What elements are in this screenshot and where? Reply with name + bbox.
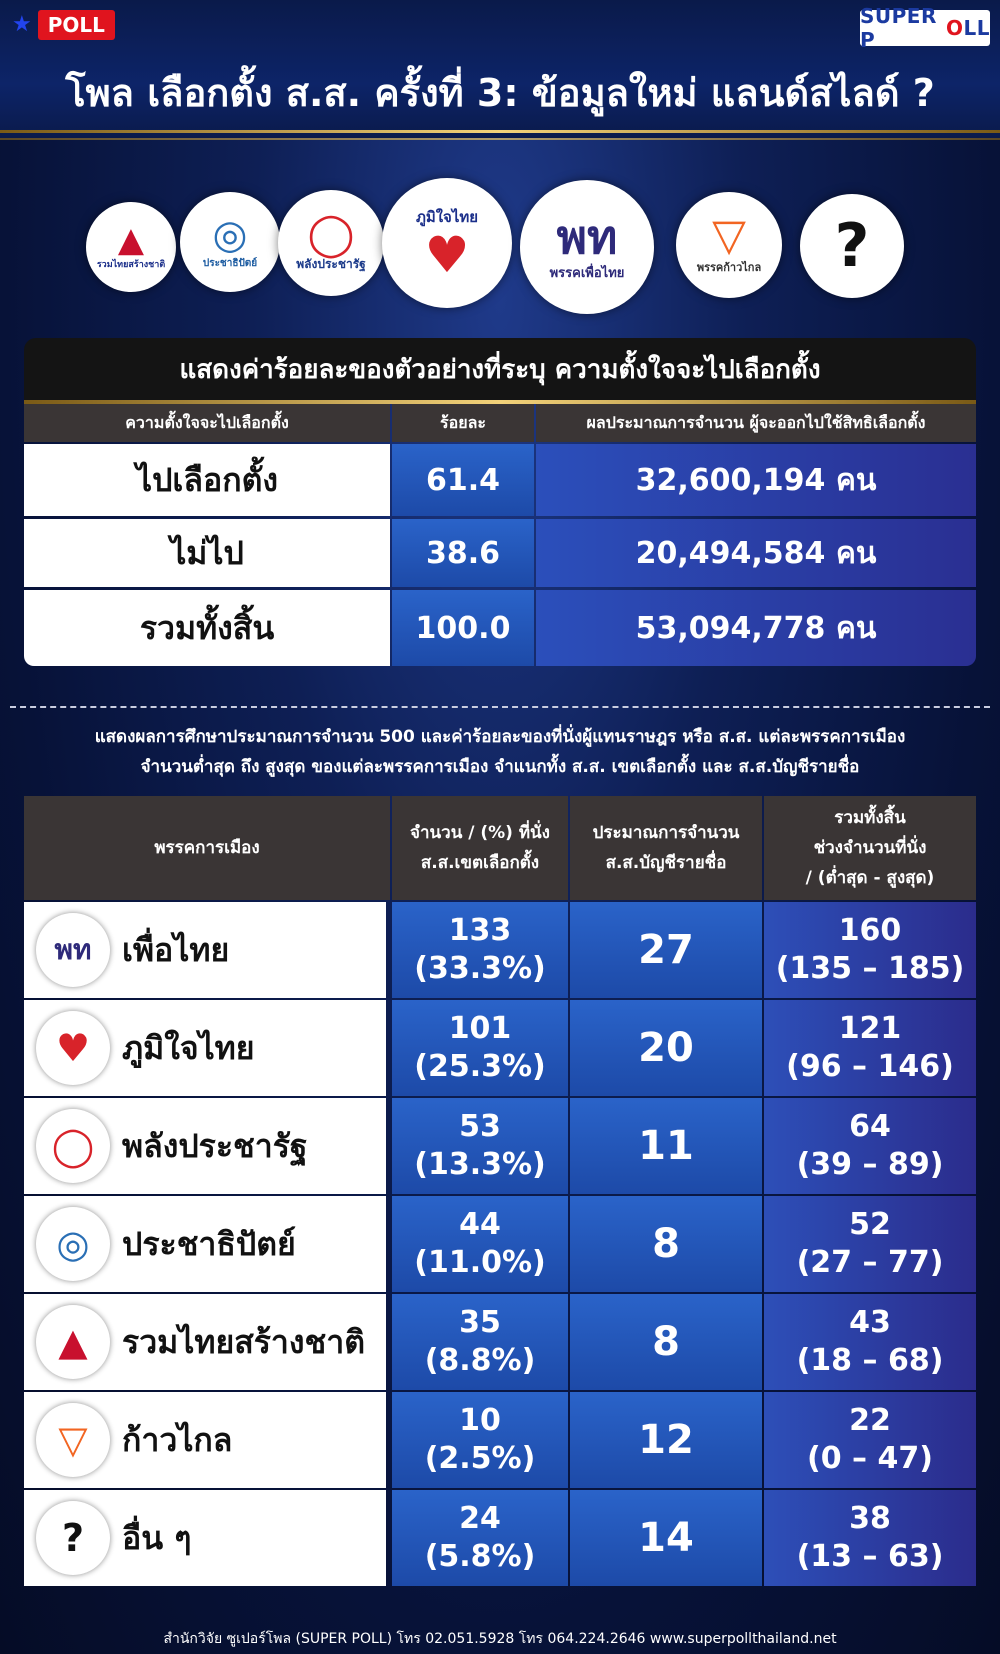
district-percent: (33.3%) bbox=[414, 951, 546, 986]
seat-range: (96 – 146) bbox=[786, 1049, 954, 1084]
seat-range: (27 – 77) bbox=[796, 1245, 944, 1280]
democrat-party-logo: ◎ ประชาธิปัตย์ bbox=[180, 192, 280, 292]
district-seats-cell bbox=[392, 1490, 568, 1586]
district-seats-cell bbox=[392, 1196, 568, 1292]
seat-description: แสดงผลการศึกษาประมาณการจำนวน 500 และค่าร้อยละของที่นั่งผู้แทนราษฎร หรือ ส.ส. แต่ละพรรคการเมือง จำนวนต่ำสุด ถึง สูงสุด ของแต่ละพรรคการเมือง จำแนกทั้ง ส.ส. เขตเลือกตั้ง และ ส.ส.บัญชีรายชื่อ bbox=[94, 727, 906, 777]
party-name: ภูมิใจไทย bbox=[122, 1028, 255, 1067]
district-percent: (11.0%) bbox=[414, 1245, 546, 1280]
district-percent: (13.3%) bbox=[414, 1147, 546, 1182]
turnout-row-count: 53,094,778 คน bbox=[536, 590, 976, 666]
district-seats-cell bbox=[392, 1098, 568, 1194]
turnout-row-percent: 38.6 bbox=[392, 519, 534, 587]
district-seats: 24 bbox=[459, 1501, 501, 1536]
question-mark-icon: ? bbox=[800, 194, 904, 298]
dashed-divider bbox=[10, 706, 990, 708]
district-percent: (25.3%) bbox=[414, 1049, 546, 1084]
party-list-seats: 8 bbox=[570, 1196, 762, 1292]
turnout-row-label: รวมทั้งสิ้น bbox=[24, 590, 390, 666]
footer-contact: สำนักวิจัย ซูเปอร์โพล (SUPER POLL) โทร 02.051.5928 โทร 064.224.2646 www.superpollthailand.net bbox=[163, 1631, 837, 1647]
page-title: โพล เลือกตั้ง ส.ส. ครั้งที่ 3: ข้อมูลใหม่ แลนด์สไลด์ ? bbox=[65, 71, 935, 115]
party-list-seats: 11 bbox=[570, 1098, 762, 1194]
turnout-header-estimate: ผลประมาณการจำนวน ผู้จะออกไปใช้สิทธิเลือกตั้ง bbox=[536, 404, 976, 442]
turnout-header-intent: ความตั้งใจจะไปเลือกตั้ง bbox=[24, 404, 390, 442]
district-seats-cell bbox=[392, 1392, 568, 1488]
total-seats: 64 bbox=[849, 1109, 891, 1144]
total-seats-cell bbox=[764, 1392, 976, 1488]
party-logo-mark: ▲ bbox=[58, 1320, 88, 1364]
party-cell bbox=[24, 1196, 386, 1292]
pheu-thai-logo: พท พรรคเพื่อไทย bbox=[520, 180, 654, 314]
party-logo-mark: พท bbox=[54, 933, 92, 966]
district-seats-cell bbox=[392, 902, 568, 998]
party-logo-mark: ♥ bbox=[55, 1026, 91, 1070]
party-cell bbox=[24, 1000, 386, 1096]
party-logo-mark: ▽ bbox=[58, 1418, 88, 1462]
seat-range: (18 – 68) bbox=[796, 1343, 944, 1378]
party-logo bbox=[36, 1207, 110, 1281]
party-logo-mark: ? bbox=[61, 1516, 85, 1560]
total-seats: 22 bbox=[849, 1403, 891, 1438]
district-seats: 53 bbox=[459, 1109, 501, 1144]
total-seats: 43 bbox=[849, 1305, 891, 1340]
party-list-seats: 27 bbox=[570, 902, 762, 998]
party-name: รวมไทยสร้างชาติ bbox=[122, 1322, 365, 1361]
total-seats-cell bbox=[764, 1098, 976, 1194]
party-list-seats: 14 bbox=[570, 1490, 762, 1586]
party-name: ก้าวไกล bbox=[122, 1420, 233, 1459]
turnout-table-title: แสดงค่าร้อยละของตัวอย่างที่ระบุ ความตั้งใจจะไปเลือกตั้ง bbox=[24, 338, 976, 400]
turnout-row-label: ไม่ไป bbox=[24, 519, 390, 587]
total-seats-cell bbox=[764, 902, 976, 998]
district-percent: (5.8%) bbox=[424, 1539, 536, 1574]
party-logo bbox=[36, 913, 110, 987]
seats-header-total: รวมทั้งสิ้น ช่วงจำนวนที่นั่ง / (ต่ำสุด - สูงสุด) bbox=[764, 796, 976, 900]
poll-badge: POLL bbox=[38, 10, 115, 40]
turnout-row-count: 32,600,194 คน bbox=[536, 444, 976, 516]
district-seats: 35 bbox=[459, 1305, 501, 1340]
party-cell bbox=[24, 1294, 386, 1390]
district-seats-cell bbox=[392, 1294, 568, 1390]
seat-range: (13 – 63) bbox=[796, 1539, 944, 1574]
turnout-row-percent: 61.4 bbox=[392, 444, 534, 516]
total-seats: 38 bbox=[849, 1501, 891, 1536]
palang-pracharat-logo: ◯ พลังประชารัฐ bbox=[278, 190, 384, 296]
party-name: อื่น ๆ bbox=[122, 1518, 192, 1557]
party-logo bbox=[36, 1011, 110, 1085]
party-list-seats: 20 bbox=[570, 1000, 762, 1096]
party-logo-mark: ◯ bbox=[51, 1124, 95, 1168]
turnout-row-percent: 100.0 bbox=[392, 590, 534, 666]
seat-range: (39 – 89) bbox=[796, 1147, 944, 1182]
seats-header-party: พรรคการเมือง bbox=[24, 796, 390, 900]
total-seats-cell bbox=[764, 1294, 976, 1390]
ruam-thai-sang-chart-logo: ▲ รวมไทยสร้างชาติ bbox=[86, 202, 176, 292]
district-seats: 101 bbox=[448, 1011, 512, 1046]
district-percent: (8.8%) bbox=[424, 1343, 536, 1378]
total-seats: 160 bbox=[838, 913, 902, 948]
party-cell bbox=[24, 1098, 386, 1194]
party-cell bbox=[24, 1490, 386, 1586]
party-cell bbox=[24, 1392, 386, 1488]
turnout-row-count: 20,494,584 คน bbox=[536, 519, 976, 587]
seat-range: (0 – 47) bbox=[807, 1441, 933, 1476]
divider bbox=[0, 130, 1000, 133]
total-seats-cell bbox=[764, 1196, 976, 1292]
total-seats-cell bbox=[764, 1000, 976, 1096]
turnout-row-label: ไปเลือกตั้ง bbox=[24, 444, 390, 516]
total-seats: 52 bbox=[849, 1207, 891, 1242]
party-list-seats: 12 bbox=[570, 1392, 762, 1488]
party-logo-mark: ◎ bbox=[56, 1222, 90, 1266]
party-cell bbox=[24, 902, 386, 998]
bhumjaithai-logo: ภูมิใจไทย ♥ bbox=[382, 178, 512, 308]
party-logo bbox=[36, 1305, 110, 1379]
super-poll-logo: SUPER P O LL bbox=[860, 4, 990, 52]
district-seats: 10 bbox=[459, 1403, 501, 1438]
party-name: ประชาธิปัตย์ bbox=[122, 1224, 296, 1263]
party-logo bbox=[36, 1109, 110, 1183]
party-list-seats: 8 bbox=[570, 1294, 762, 1390]
party-name: พลังประชารัฐ bbox=[122, 1126, 308, 1165]
seats-header-list: ประมาณการจำนวน ส.ส.บัญชีรายชื่อ bbox=[570, 796, 762, 900]
move-forward-logo: ▽ พรรคก้าวไกล bbox=[676, 192, 782, 298]
poll-tag bbox=[12, 10, 115, 40]
party-logo bbox=[36, 1501, 110, 1575]
party-logo-row bbox=[0, 180, 1000, 320]
star-icon: ★ bbox=[12, 12, 32, 37]
party-logo bbox=[36, 1403, 110, 1477]
district-seats: 133 bbox=[448, 913, 512, 948]
divider bbox=[0, 138, 1000, 140]
total-seats-cell bbox=[764, 1490, 976, 1586]
total-seats: 121 bbox=[838, 1011, 902, 1046]
turnout-table bbox=[24, 338, 976, 683]
party-name: เพื่อไทย bbox=[122, 930, 230, 969]
seats-header-district: จำนวน / (%) ที่นั่ง ส.ส.เขตเลือกตั้ง bbox=[392, 796, 568, 900]
district-seats-cell bbox=[392, 1000, 568, 1096]
turnout-header-percent: ร้อยละ bbox=[392, 404, 534, 442]
seat-range: (135 – 185) bbox=[775, 951, 965, 986]
district-seats: 44 bbox=[459, 1207, 501, 1242]
district-percent: (2.5%) bbox=[424, 1441, 536, 1476]
